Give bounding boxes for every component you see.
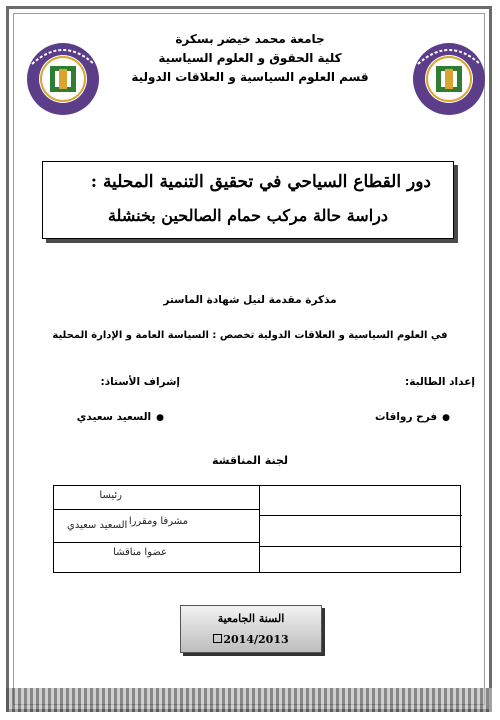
supervisor-name: السعيد سعيدي — [76, 411, 152, 423]
university-seal-icon — [412, 42, 486, 116]
committee-role-supervisor: مشرفا ومقررا — [128, 516, 188, 527]
table-divider — [54, 542, 259, 543]
institution-header — [120, 30, 380, 87]
table-divider — [259, 486, 260, 572]
supervisor-label: إشراف الأستاذ: — [100, 376, 180, 388]
table-divider — [54, 509, 259, 510]
department-name: قسم العلوم السياسية و العلاقات الدولية — [131, 70, 369, 84]
academic-year-label: السنة الجامعية — [217, 612, 285, 625]
page-border-inner — [13, 13, 485, 705]
committee-member-name: السعيد سعيدي — [67, 520, 128, 531]
committee-role-examiner: عضوا مناقشا — [113, 547, 167, 558]
thesis-title-line-1: دور القطاع السياحي في تحقيق التنمية المحلية : — [90, 172, 431, 192]
committee-title: لجنة المناقشة — [211, 454, 288, 467]
university-name: جامعة محمد خيضر بسكرة — [175, 32, 325, 46]
committee-role-chair: رئيسا — [99, 490, 122, 501]
student-label: إعداد الطالبة: — [405, 376, 475, 388]
table-divider — [259, 546, 462, 547]
page-border-ornament — [6, 688, 492, 712]
square-outline-icon — [213, 634, 222, 643]
thesis-title-line-2: دراسة حالة مركب حمام الصالحين بخنشلة — [107, 206, 389, 225]
academic-year-value-row — [181, 633, 321, 646]
bullet-icon: ● — [156, 413, 164, 423]
academic-year-box — [180, 605, 322, 653]
faculty-name: كلية الحقوق و العلوم السياسية — [158, 51, 342, 65]
memo-subtitle: مذكرة مقدمة لنيل شهادة الماستر — [163, 294, 337, 306]
student-name-item — [375, 411, 450, 423]
specialty-line: في العلوم السياسية و العلاقات الدولية تخصص : السياسة العامة و الإدارة المحلية — [52, 330, 448, 341]
supervisor-name-item — [77, 411, 164, 423]
student-name: فرح رواقات — [374, 411, 438, 423]
academic-year-value: 2014/2013 — [223, 633, 289, 646]
university-seal-icon — [26, 42, 100, 116]
thesis-title-box — [42, 161, 454, 239]
committee-table — [53, 485, 461, 573]
table-divider — [259, 515, 462, 516]
bullet-icon: ● — [442, 413, 450, 423]
